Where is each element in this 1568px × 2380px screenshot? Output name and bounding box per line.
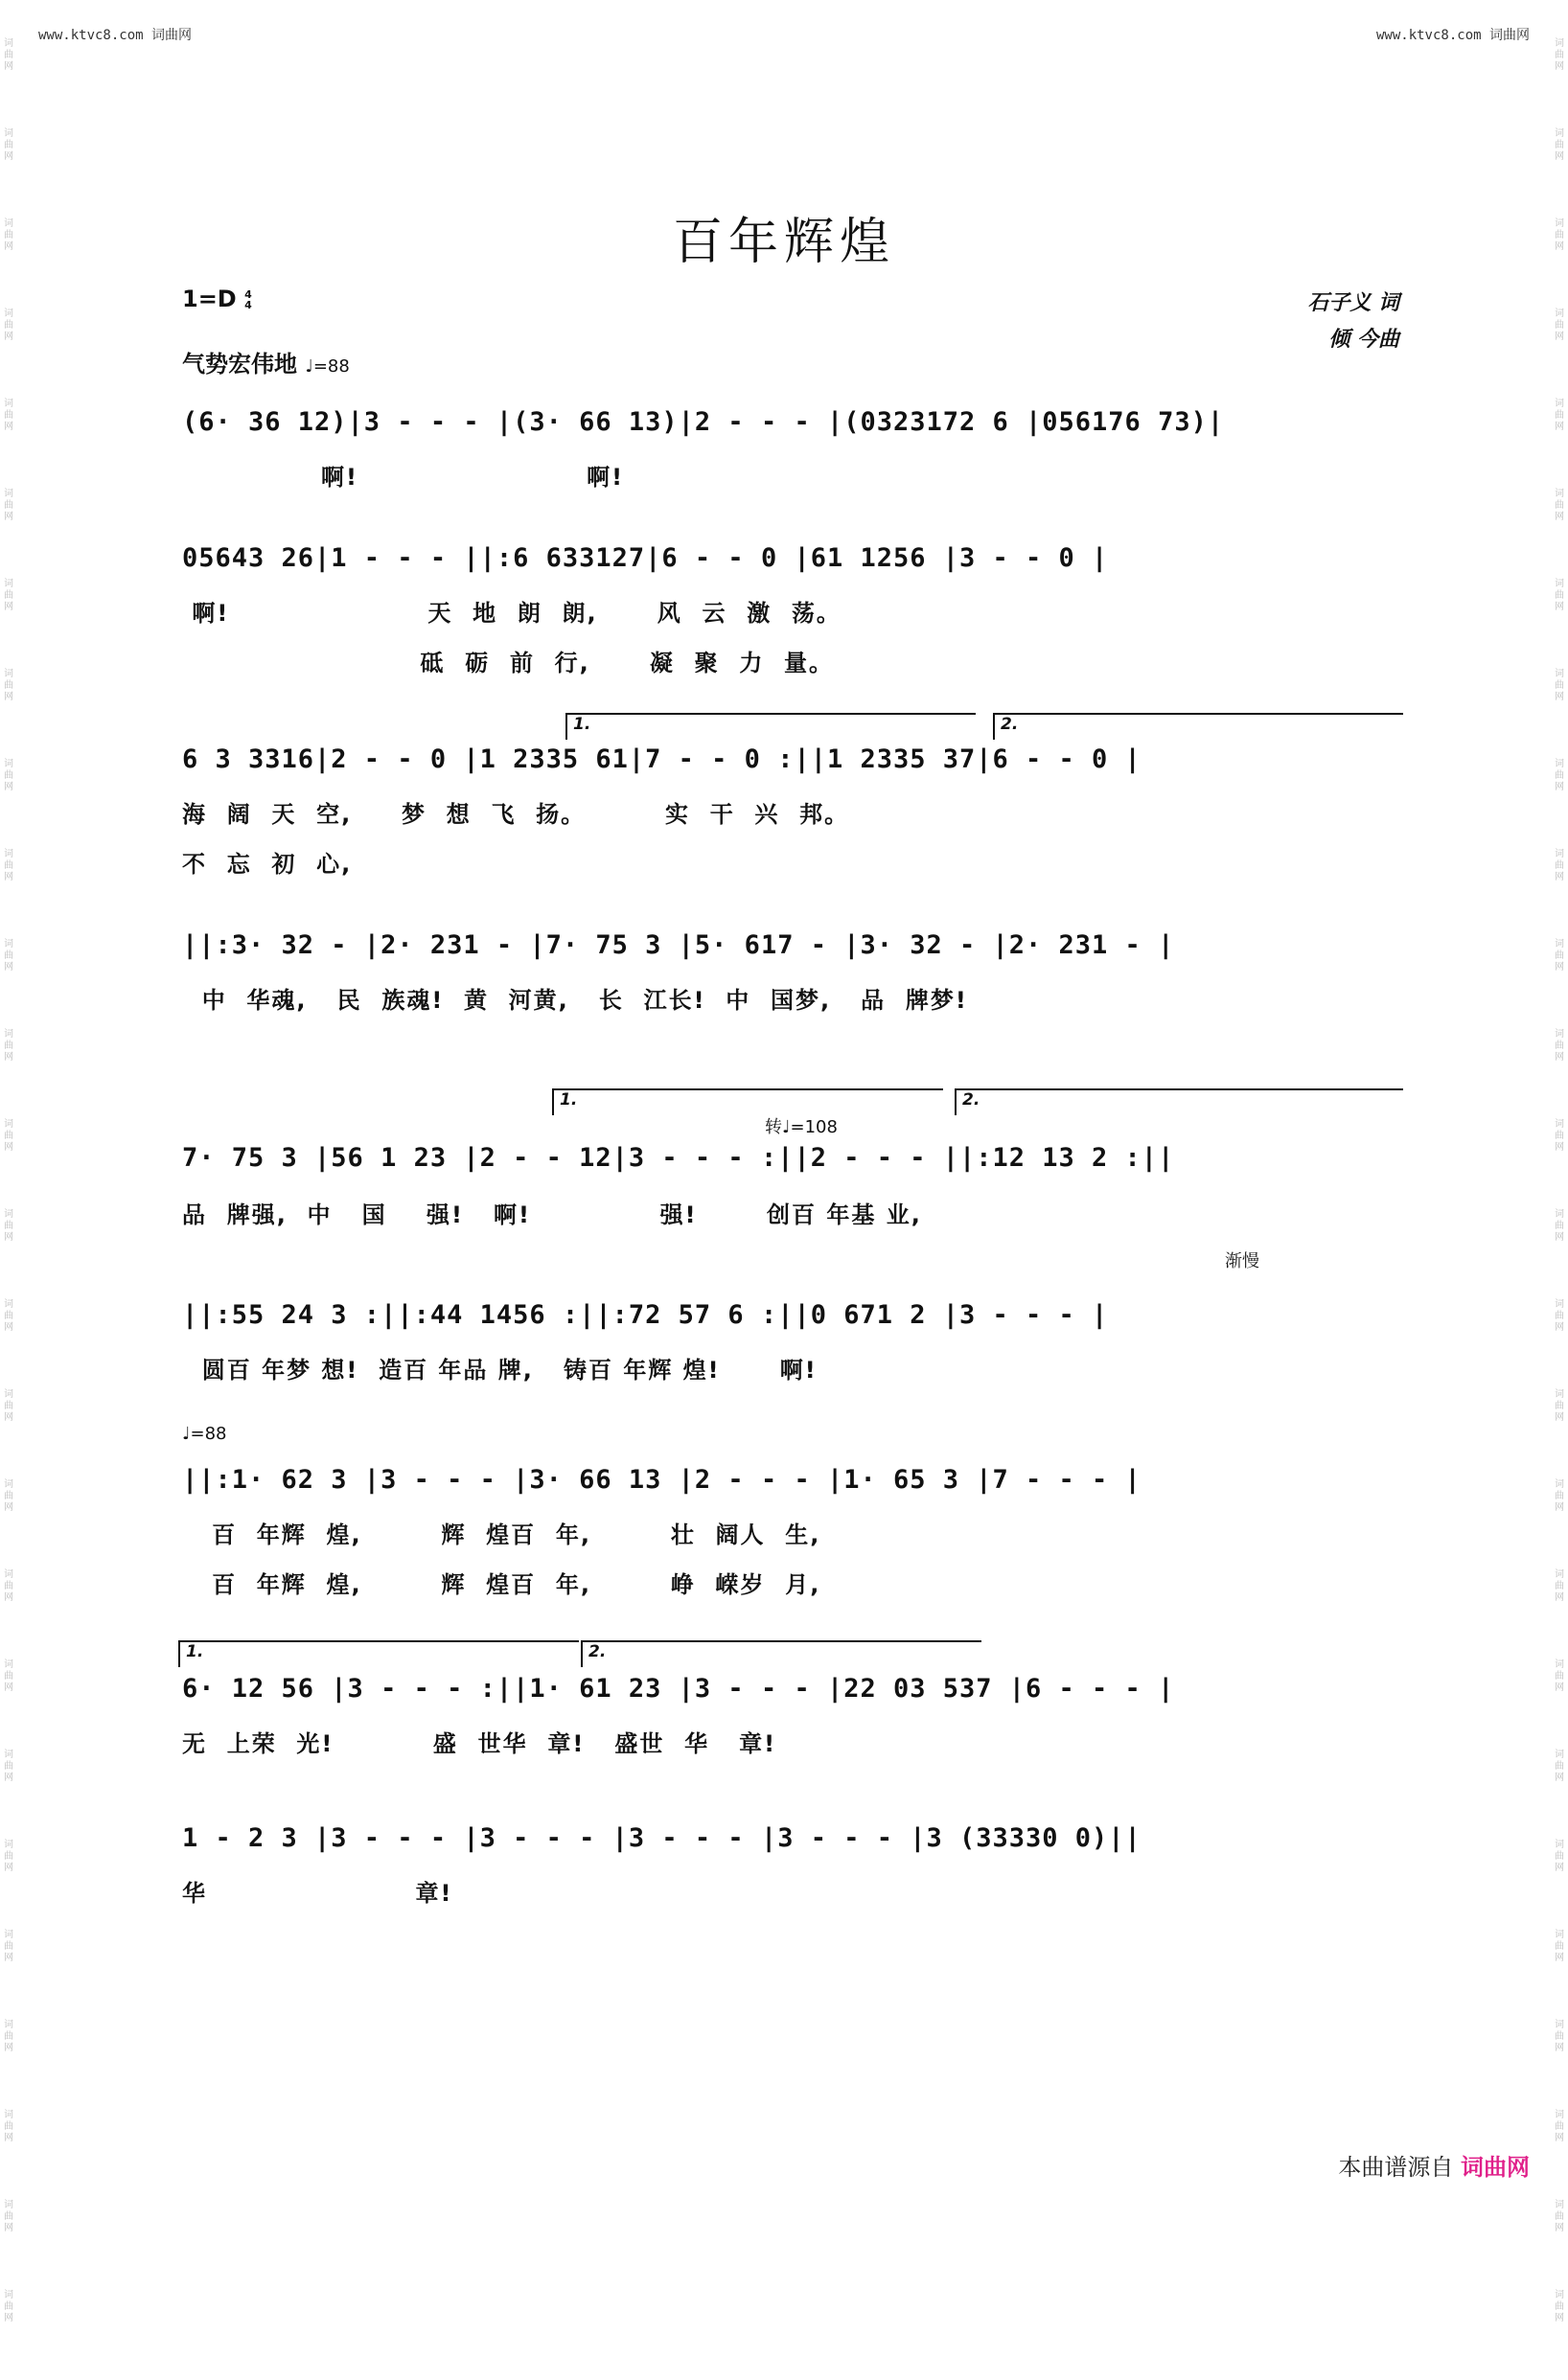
key-signature <box>182 286 252 312</box>
composer: 倾 今曲 <box>1328 328 1399 352</box>
volta-first-ending: 1. <box>565 713 976 740</box>
lyrics-verse-1: 华 章! <box>182 1880 453 1907</box>
header-left-url[interactable]: www.ktvc8.com 词曲网 <box>38 28 193 43</box>
lyrics-verse-1: 品 牌强, 中 国 强! 啊! 强! 创百 年基 业, <box>182 1201 922 1228</box>
header-right-url[interactable]: www.ktvc8.com 词曲网 <box>1375 28 1530 43</box>
notation-line: 6 3 3316|2 - - 0 |1 2335 61|7 - - 0 :||1 2335 37|6 - - 0 | <box>182 744 1141 774</box>
tempo-change: 转♩=108 <box>765 1117 838 1137</box>
lyrics-verse-1: 百 年辉 煌, 辉 煌百 年, 壮 阔人 生, <box>182 1522 821 1548</box>
lyrics-verse-1: 无 上荣 光! 盛 世华 章! 盛世 华 章! <box>182 1730 777 1757</box>
watermark-right: 词曲网 词曲网 词曲网 词曲网 词曲网 词曲网 词曲网 词曲网 词曲网 词曲网 词曲网 词曲网 词曲网 词曲网 词曲网 词曲网 词曲网 词曲网 词曲网 词曲网 词曲网 词曲网 词曲网 词曲网 词曲网 词曲网 <box>1555 38 1564 2323</box>
notation-line: ||:55 24 3 :||:44 1456 :||:72 57 6 :||0 671 2 |3 - - - | <box>182 1300 1109 1330</box>
lyrics-verse-1: 啊! 天 地 朗 朗, 风 云 激 荡。 <box>182 600 842 627</box>
tempo-return: ♩=88 <box>182 1424 227 1444</box>
watermark-left: 词曲网 词曲网 词曲网 词曲网 词曲网 词曲网 词曲网 词曲网 词曲网 词曲网 词曲网 词曲网 词曲网 词曲网 词曲网 词曲网 词曲网 词曲网 词曲网 词曲网 词曲网 词曲网 词曲网 词曲网 词曲网 词曲网 <box>4 38 13 2323</box>
lyrics-verse-1: 啊! 啊! <box>182 464 625 491</box>
key-label: 1=D <box>182 286 237 312</box>
notation-line: (6· 36 12)|3 - - - |(3· 66 13)|2 - - - |(0323172 6 |056176 73)| <box>182 407 1225 437</box>
notation-line: 1 - 2 3 |3 - - - |3 - - - |3 - - - |3 - - - |3 (33330 0)|| <box>182 1823 1141 1853</box>
notation-line: 6· 12 56 |3 - - - :||1· 61 23 |3 - - - |22 03 537 |6 - - - | <box>182 1674 1175 1704</box>
notation-line: 7· 75 3 |56 1 23 |2 - - 12|3 - - - :||2 - - - ||:12 13 2 :|| <box>182 1143 1175 1173</box>
volta-first-ending: 1. <box>552 1088 943 1115</box>
notation-line: ||:1· 62 3 |3 - - - |3· 66 13 |2 - - - |1· 65 3 |7 - - - | <box>182 1465 1141 1495</box>
volta-second-ending: 2. <box>581 1640 981 1667</box>
song-title: 百年辉煌 <box>672 214 895 271</box>
footer-source[interactable] <box>1338 2148 1530 2182</box>
lyrics-verse-2: 不 忘 初 心, <box>182 851 353 878</box>
volta-second-ending: 2. <box>955 1088 1403 1115</box>
credits <box>1307 286 1399 358</box>
footer-source-text: 本曲谱源自 <box>1338 2154 1454 2181</box>
volta-first-ending: 1. <box>178 1640 579 1667</box>
tempo-text: 气势宏伟地 <box>182 351 297 378</box>
lyrics-verse-1: 海 阔 天 空, 梦 想 飞 扬。 实 干 兴 邦。 <box>182 801 850 828</box>
slowing-marking: 渐慢 <box>1225 1251 1259 1271</box>
time-signature: 4 4 <box>244 288 252 311</box>
lyrics-verse-2: 百 年辉 煌, 辉 煌百 年, 峥 嵘岁 月, <box>182 1571 821 1598</box>
footer-site-link[interactable]: 词曲网 <box>1461 2154 1530 2181</box>
notation-line: ||:3· 32 - |2· 231 - |7· 75 3 |5· 617 - |3· 32 - |2· 231 - | <box>182 930 1175 960</box>
lyricist: 石子义 词 <box>1307 291 1399 315</box>
tempo-marking <box>182 345 350 378</box>
lyrics-verse-1: 圆百 年梦 想! 造百 年品 牌, 铸百 年辉 煌! 啊! <box>182 1357 818 1384</box>
tempo-bpm: ♩=88 <box>305 356 350 377</box>
notation-line: 05643 26|1 - - - ||:6 633127|6 - - 0 |61 1256 |3 - - 0 | <box>182 543 1109 573</box>
lyrics-verse-1: 中 华魂, 民 族魂! 黄 河黄, 长 江长! 中 国梦, 品 牌梦! <box>182 987 968 1014</box>
lyrics-verse-2: 砥 砺 前 行, 凝 聚 力 量。 <box>182 650 835 676</box>
volta-second-ending: 2. <box>993 713 1403 740</box>
